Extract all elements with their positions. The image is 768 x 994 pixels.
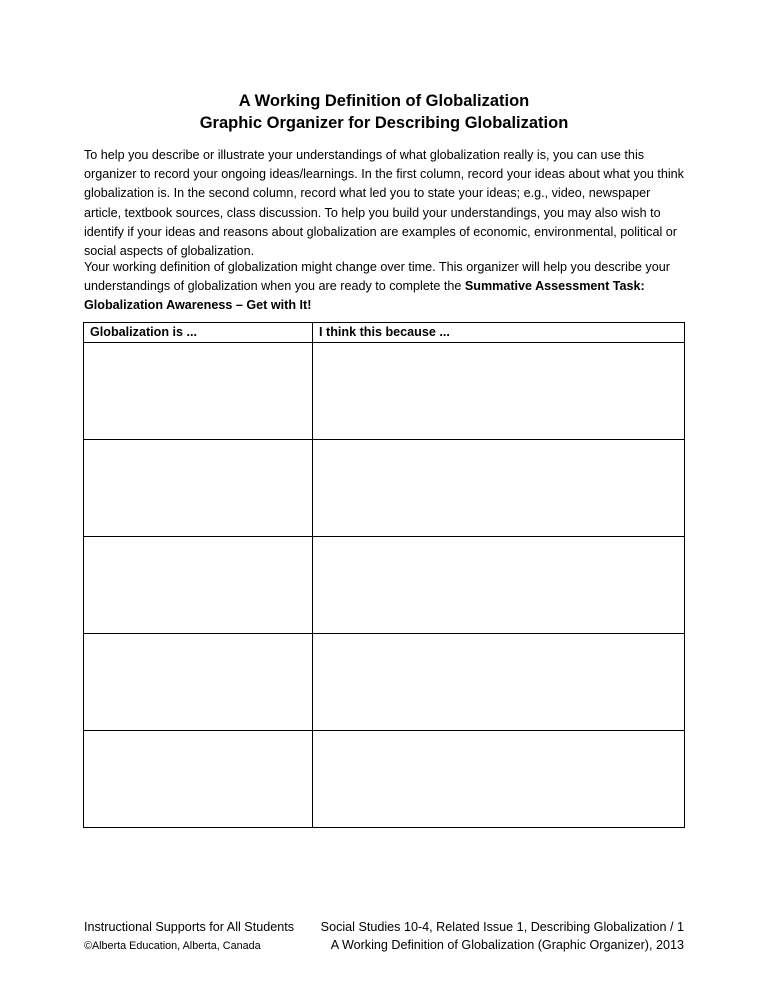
document-title [0,90,768,134]
graphic-organizer-table [83,322,685,828]
definition-cell[interactable] [84,440,313,537]
footer-copyright: ©Alberta Education, Alberta, Canada [84,940,261,952]
reason-cell[interactable] [313,440,685,537]
definition-cell[interactable] [84,343,313,440]
title-line-2: Graphic Organizer for Describing Globalization [199,114,569,132]
footer-document-info: A Working Definition of Globalization (Graphic Organizer), 2013 [330,938,684,952]
table-row [84,537,685,634]
header-globalization-is: Globalization is ... [84,323,313,343]
footer-right [321,918,684,954]
table-row [84,343,685,440]
reason-cell[interactable] [313,537,685,634]
instruction-text: Your working definition of globalization might change over time. This organizer will help you describe your understandings of globalization when you are ready to complete the [84,260,670,294]
table-row [84,634,685,731]
title-line-1: A Working Definition of Globalization [238,92,530,110]
footer-course-info: Social Studies 10-4, Related Issue 1, Describing Globalization / 1 [320,920,684,934]
definition-cell[interactable] [84,731,313,828]
intro-paragraph: To help you describe or illustrate your understandings of what globalization really is, you can use this organizer to record your ongoing ideas/learnings. In the first column, record your ideas about what you think globalization is. In the second column, record what led you to state your ideas; e.g., video, newspaper article, textbook sources, class discussion. To help you build your understandings, you may also wish to identify if your ideas and reasons about globalization are examples of economic, environmental, political or social aspects of globalization. [84,148,684,259]
table-row [84,731,685,828]
instruction-paragraph [84,258,686,316]
footer-series-title: Instructional Supports for All Students [84,920,295,934]
definition-cell[interactable] [84,634,313,731]
summative-task-title: Summative Assessment Task: Globalization Awareness – Get with It! [84,279,645,313]
definition-cell[interactable] [84,537,313,634]
table-row [84,440,685,537]
reason-cell[interactable] [313,731,685,828]
table-header-row [84,323,685,343]
header-i-think-this-because: I think this because ... [313,323,685,343]
footer-left [84,918,294,955]
reason-cell[interactable] [313,634,685,731]
reason-cell[interactable] [313,343,685,440]
